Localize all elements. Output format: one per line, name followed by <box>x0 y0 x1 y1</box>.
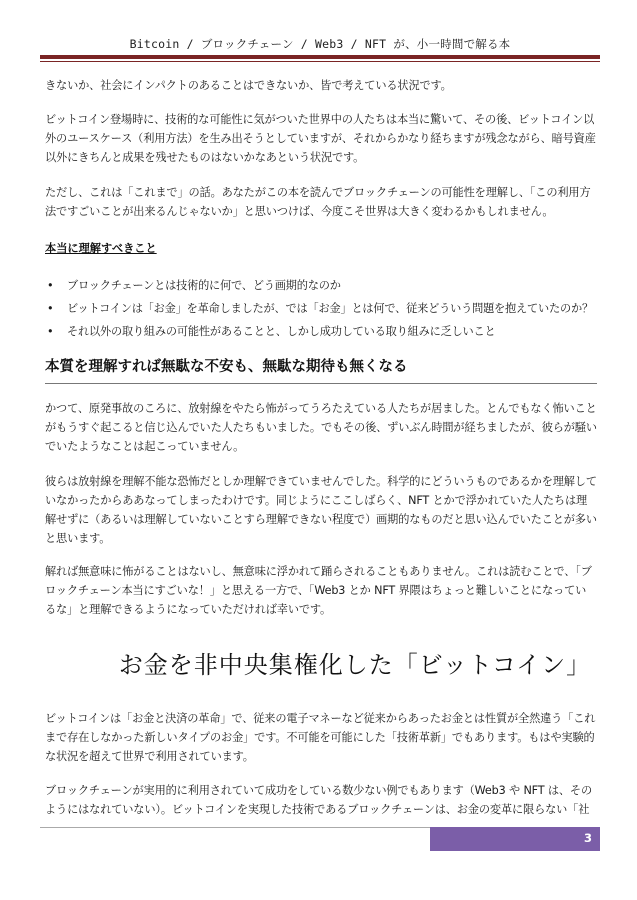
footer-rule <box>40 827 430 828</box>
bullet-icon: • <box>47 325 54 338</box>
paragraph-continued: きないか、社会にインパクトのあることはできないか、皆で考えている状況です。 <box>45 79 452 92</box>
list-item <box>45 299 597 322</box>
section-heading: 本質を理解すれば無駄な不安も、無駄な期待も無くなる <box>45 359 408 375</box>
section-rule <box>45 383 597 384</box>
header-rule-thin <box>40 61 600 62</box>
key-points-list <box>45 276 597 345</box>
list-item <box>45 276 597 299</box>
chapter-title: お金を非中央集権化した「ビットコイン」 <box>118 651 592 679</box>
list-item <box>45 322 597 345</box>
note-heading: 本当に理解すべきこと <box>45 242 157 255</box>
paragraph-bitcoin-revolution: ビットコインは「お金と決済の革命」で、従来の電子マネーなど従来からあったお金とは性質が全然違う「これまで存在しなかった新しいタイプのお金」です。不可能を可能にした「技術革新」でもあります。もはや実験的な状況を超えて世界で利用されています。 <box>45 712 596 763</box>
list-item-text: ブロックチェーンとは技術的に何で、どう画期的なのか <box>67 279 341 292</box>
header-rule <box>40 55 600 59</box>
page-number-box <box>430 827 600 851</box>
paragraph-understanding: 解れば無意味に怖がることはないし、無意味に浮かれて踊らされることもありません。これは読むことで、「ブロックチェーン本当にすごいな！」と思える一方で、「Web3 とか NFT 界隈はちょっと難しいことになっているな」と理解できるようになっていただければ幸いです。 <box>45 565 592 616</box>
list-item-text: それ以外の取り組みの可能性があることと、しかし成功している取り組みに乏しいこと <box>67 325 496 338</box>
bullet-icon: • <box>47 279 54 292</box>
page-number: 3 <box>583 831 592 845</box>
paragraph-blockchain-success: ブロックチェーンが実用的に利用されていて成功をしている数少ない例でもあります（Web3 や NFT は、そのようにはなれていない）。ビットコインを実現した技術であるブロックチェーンは、お金の変革に限らない「社 <box>45 784 592 816</box>
running-header-title: Bitcoin / ブロックチェーン / Web3 / NFT が、小一時間で解る本 <box>129 37 511 51</box>
list-item-text: ビットコインは「お金」を革命しましたが、では「お金」とは何で、従来どういう問題を抱えていたのか？ <box>67 302 593 315</box>
paragraph-radiation-fear: 彼らは放射線を理解不能な恐怖だとしか理解できていませんでした。科学的にどういうものであるかを理解していなかったからああなってしまったわけです。同じようにここしばらく、NFT とかで浮かれていた人たちは理解せずに（あるいは理解していないことすら理解できない程度で）画期的なものだと思い込んでいたことが多いと思います。 <box>45 475 597 545</box>
paragraph-nuclear-accident: かつて、原発事故のころに、放射線をやたら怖がってうろたえている人たちが居ました。とんでもなく怖いことがもうすぐ起こると信じ込んでいた人たちもいました。でもその後、ずいぶん時間が経ちましたが、彼らが騒いでいたようなことは起こっていません。 <box>45 402 597 453</box>
paragraph-bitcoin-debut: ビットコイン登場時に、技術的な可能性に気がついた世界中の人たちは本当に驚いて、その後、ビットコイン以外のユースケース（利用方法）を生み出そうとしていますが、それからかなり経ちますが残念ながら、暗号資産以外にきちんと成果を残せたものはないかなあという状況です。 <box>45 113 596 164</box>
bullet-icon: • <box>47 302 54 315</box>
paragraph-however: ただし、これは「これまで」の話。あなたがこの本を読んでブロックチェーンの可能性を理解し、「この利用方法ですごいことが出来るんじゃないか」と思いつけば、今度こそ世界は大きく変わるかもしれません。 <box>45 186 591 218</box>
